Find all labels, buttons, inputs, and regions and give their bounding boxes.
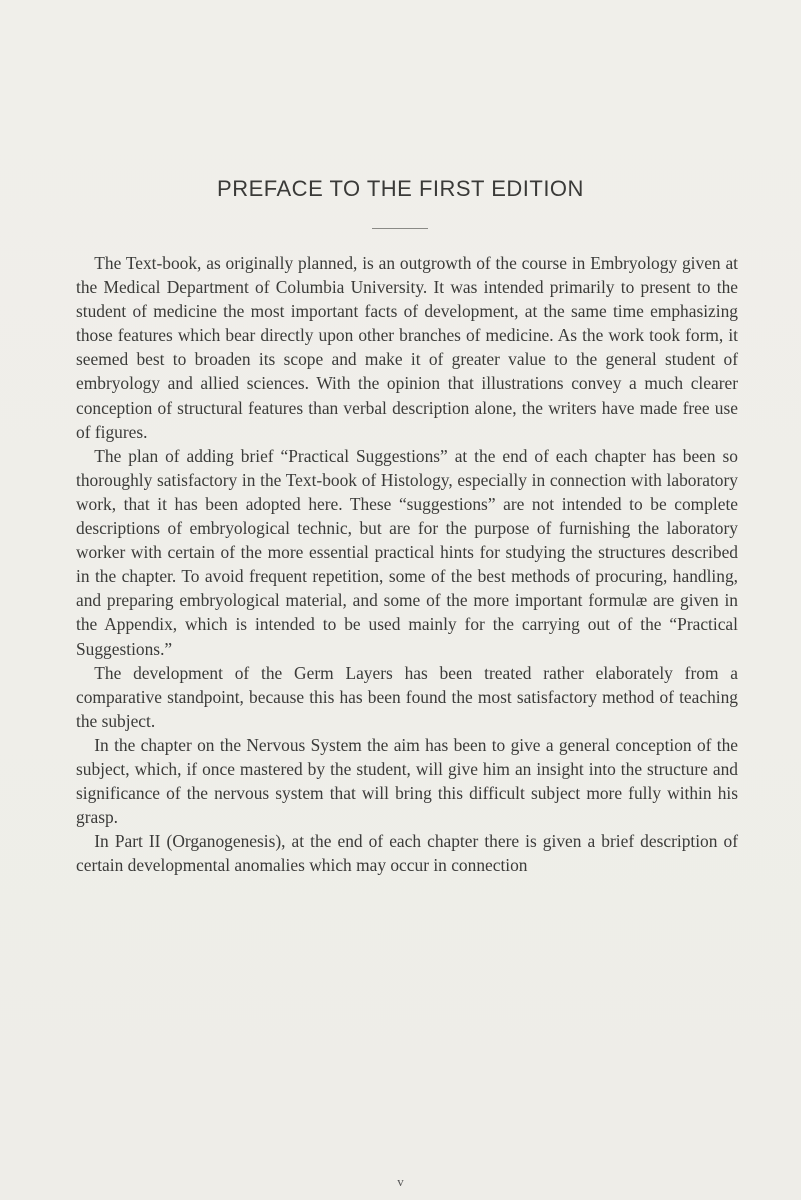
page-title: PREFACE TO THE FIRST EDITION xyxy=(217,176,584,201)
paragraph-3: The development of the Germ Layers has been treated rather elaborately from a comparative standpoint, because this has been found the most satisfactory method of teaching the subject. xyxy=(76,662,738,731)
title-rule xyxy=(372,228,428,229)
paragraph-1: The Text-book, as originally planned, is an outgrowth of the course in Embryology given at the Medical Department of Columbia University. It was intended primarily to present to the student of medicine the most important facts of development, at the same time emphasizing those features which bear directly upon other branches of medicine. As the work took form, it seemed best to broaden its scope and make it of greater value to the general student of embryology and allied sciences. With the opinion that illustrations convey a much clearer conception of structural features than verbal description alone, the writers have made free use of figures. xyxy=(76,253,738,442)
page-number: v xyxy=(397,1174,404,1189)
preface-body xyxy=(76,251,738,877)
paragraph-2: The plan of adding brief “Practical Suggestions” at the end of each chapter has been so thoroughly satisfactory in the Text-book of Histology, especially in connection with laboratory work, that it has been adopted here. These “suggestions” are not intended to be complete descriptions of embryological technic, but are for the purpose of furnishing the laboratory worker with certain of the more essential practical hints for studying the structures described in the chapter. To avoid frequent repetition, some of the best methods of procuring, handling, and preparing embryological material, and some of the more important formulæ are given in the Appendix, which is intended to be used mainly for the carrying out of the “Practical Suggestions.” xyxy=(76,445,738,659)
paragraph-4: In the chapter on the Nervous System the aim has been to give a general conception of the subject, which, if once mastered by the student, will give him an insight into the structure and significance of the nervous system that will bring this difficult subject more fully within his grasp. xyxy=(76,734,738,828)
paragraph-5: In Part II (Organogenesis), at the end of each chapter there is given a brief description of certain developmental anomalies which may occur in connection xyxy=(76,831,738,876)
